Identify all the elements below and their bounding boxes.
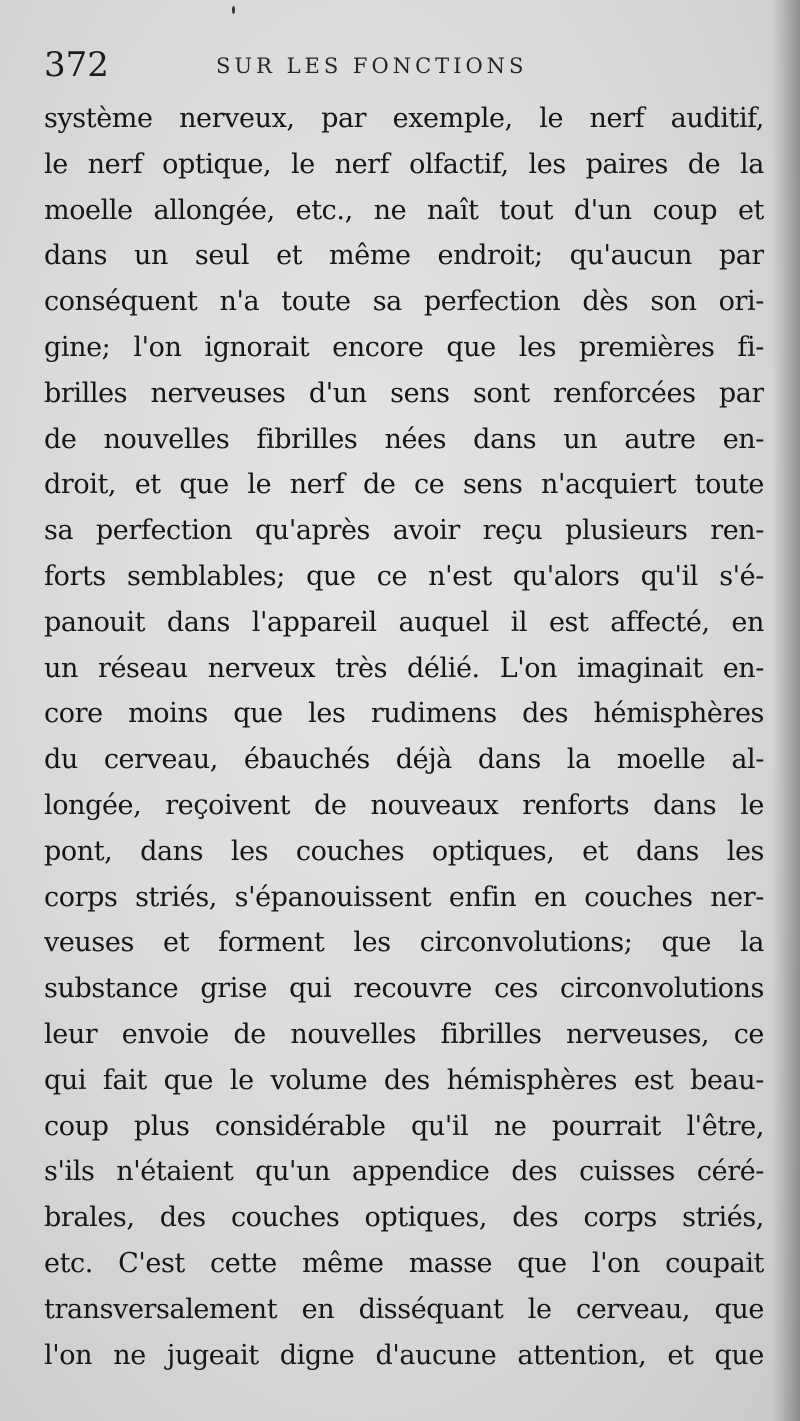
body-text: [44, 96, 764, 1378]
text-line: de nouvelles fibrilles nées dans un autre en-: [44, 423, 764, 455]
text-line: brales, des couches optiques, des corps striés,: [44, 1202, 764, 1234]
text-line: substance grise qui recouvre ces circonvolutions: [44, 973, 764, 1005]
text-line: panouit dans l'appareil auquel il est affecté, en: [44, 606, 764, 638]
text-line: corps striés, s'épanouissent enfin en couches ner-: [44, 881, 764, 913]
ink-speck: [232, 6, 235, 14]
text-line: veuses et forment les circonvolutions; que la: [44, 927, 764, 959]
text-line: droit, et que le nerf de ce sens n'acquiert toute: [44, 469, 764, 501]
text-line: pont, dans les couches optiques, et dans les: [44, 835, 764, 867]
text-line: forts semblables; que ce n'est qu'alors qu'il s'é-: [44, 560, 764, 592]
running-title: SUR LES FONCTIONS: [216, 54, 528, 78]
text-line: du cerveau, ébauchés déjà dans la moelle al-: [44, 744, 764, 776]
text-line: leur envoie de nouvelles fibrilles nerveuses, ce: [44, 1018, 764, 1050]
text-line: longée, reçoivent de nouveaux renforts dans le: [44, 789, 764, 821]
text-line: qui fait que le volume des hémisphères est beau-: [44, 1064, 764, 1096]
text-line: gine; l'on ignorait encore que les premières fi-: [44, 331, 764, 363]
page-edge-shadow: [772, 0, 800, 1421]
text-line: l'on ne jugeait digne d'aucune attention, et que: [44, 1339, 764, 1371]
text-line: un réseau nerveux très délié. L'on imaginait en-: [44, 652, 764, 684]
text-line: conséquent n'a toute sa perfection dès son ori-: [44, 286, 764, 318]
text-line: etc. C'est cette même masse que l'on coupait: [44, 1247, 764, 1279]
text-line: moelle allongée, etc., ne naît tout d'un coup et: [44, 194, 764, 226]
text-line: s'ils n'étaient qu'un appendice des cuisses céré-: [44, 1156, 764, 1188]
text-line: sa perfection qu'après avoir reçu plusieurs ren-: [44, 515, 764, 547]
text-line: le nerf optique, le nerf olfactif, les paires de la: [44, 148, 764, 180]
text-line: brilles nerveuses d'un sens sont renforcées par: [44, 377, 764, 409]
text-line: transversalement en disséquant le cerveau, que: [44, 1293, 764, 1325]
text-line: dans un seul et même endroit; qu'aucun par: [44, 240, 764, 272]
text-line: core moins que les rudimens des hémisphères: [44, 698, 764, 730]
page-number: 372: [44, 45, 109, 85]
text-line: système nerveux, par exemple, le nerf auditif,: [44, 103, 764, 134]
page-header: [40, 40, 760, 90]
text-line: coup plus considérable qu'il ne pourrait l'être,: [44, 1110, 764, 1142]
